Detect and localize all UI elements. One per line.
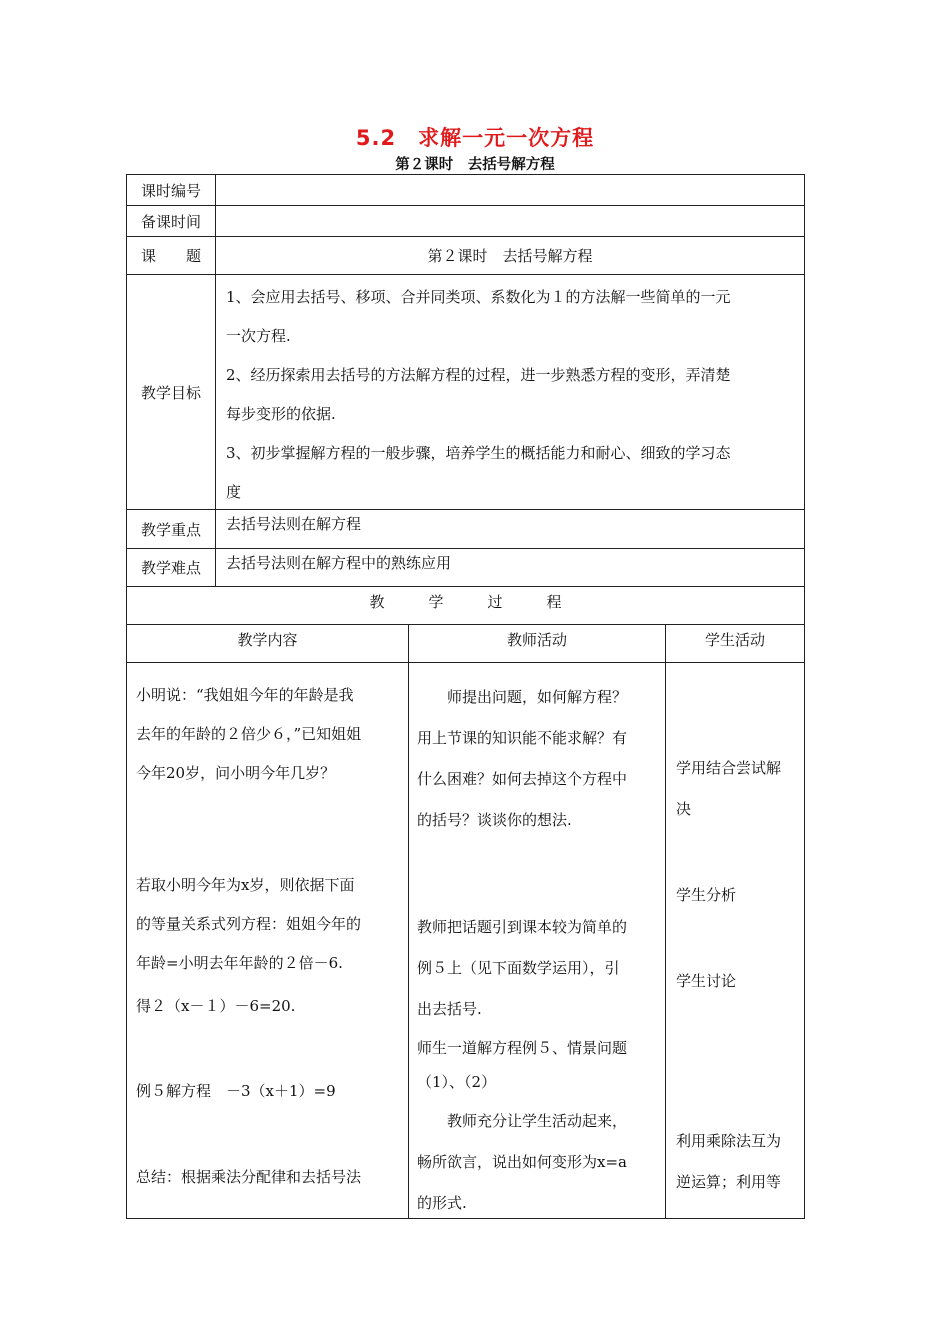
- column-header-teacher: 教师活动: [506, 630, 567, 649]
- teacher-line: 教师充分让学生活动起来，: [447, 1112, 628, 1130]
- prep-time-label: 备课时间: [140, 212, 201, 231]
- content-line: 小明说：“我姐姐今年的年龄是我: [136, 686, 354, 704]
- student-column-4: [676, 1121, 802, 1203]
- teacher-line: 的括号？谈谈你的想法.: [417, 811, 572, 829]
- topic-value: 第２课时 去括号解方程: [427, 247, 593, 265]
- objectives-label: 教学目标: [140, 383, 201, 402]
- teacher-column-4: [417, 1101, 663, 1224]
- content-line: 若取小明今年为x岁，则依据下面: [136, 876, 355, 894]
- teacher-column: [417, 677, 663, 841]
- student-column: [676, 748, 802, 830]
- teacher-column-2: [417, 907, 663, 1030]
- objective-line: 度: [226, 483, 242, 501]
- key-point-value: 去括号法则在解方程: [226, 515, 362, 533]
- column-header-content: 教学内容: [237, 630, 298, 649]
- student-line: 逆运算；利用等: [676, 1173, 782, 1191]
- lesson-number-label: 课时编号: [140, 181, 201, 200]
- teacher-line: 教师把话题引到课本较为简单的: [417, 918, 628, 936]
- topic-label: 课 题: [140, 247, 201, 265]
- page-subtitle: 第２课时 去括号解方程: [395, 157, 555, 173]
- content-line: 年龄=小明去年年龄的２倍－6.: [136, 954, 343, 972]
- teacher-line: 师生一道解方程例５、情景问题: [417, 1039, 628, 1057]
- difficulty-label: 教学难点: [140, 559, 201, 577]
- objective-line: 一次方程.: [226, 327, 291, 345]
- lesson-number-value: [216, 175, 804, 205]
- teacher-line: 的形式.: [417, 1194, 467, 1212]
- student-discussion: 学生讨论: [676, 972, 737, 990]
- teacher-line: 例５上（见下面数学运用），引: [417, 959, 620, 977]
- teacher-line: 用上节课的知识能不能求解？有: [417, 729, 628, 747]
- process-heading: 教学过程: [369, 592, 606, 611]
- content-line: 去年的年龄的２倍少６，”已知姐姐: [136, 725, 362, 743]
- teacher-line: 师提出问题，如何解方程？: [447, 688, 628, 706]
- content-example: 例５解方程 －3（x＋1）=9: [136, 1082, 336, 1100]
- prep-time-value: [216, 206, 804, 236]
- content-line: 今年20岁，问小明今年几岁？: [136, 764, 336, 782]
- content-column: [136, 676, 404, 793]
- teacher-line: 什么困难？如何去掉这个方程中: [417, 770, 628, 788]
- difficulty-value: 去括号法则在解方程中的熟练应用: [226, 554, 452, 572]
- objective-line: 2、经历探索用去括号的方法解方程的过程，进一步熟悉方程的变形，弄清楚: [226, 366, 731, 384]
- teacher-column-3: [417, 1031, 663, 1099]
- student-line: 学用结合尝试解: [676, 759, 782, 777]
- objectives-text: [216, 278, 804, 508]
- objective-line: 每步变形的依据.: [226, 405, 336, 423]
- teacher-line: 畅所欲言，说出如何变形为x=a: [417, 1153, 627, 1171]
- column-header-student: 学生活动: [704, 630, 765, 649]
- student-line: 决: [676, 800, 692, 818]
- objective-line: 1、会应用去括号、移项、合并同类项、系数化为１的方法解一些简单的一元: [226, 288, 731, 306]
- page-title: 5.2 求解一元一次方程: [355, 126, 595, 150]
- student-line: 利用乘除法互为: [676, 1132, 782, 1150]
- content-equation: 得２（x－１）－6=20.: [136, 997, 296, 1015]
- teacher-line: 出去括号.: [417, 1000, 482, 1018]
- content-summary: 总结：根据乘法分配律和去括号法: [136, 1168, 362, 1186]
- objective-line: 3、初步掌握解方程的一般步骤，培养学生的概括能力和耐心、细致的学习态: [226, 444, 731, 462]
- content-line: 的等量关系式列方程：姐姐今年的: [136, 915, 362, 933]
- teacher-line: （1）、（2）: [417, 1073, 497, 1091]
- key-point-label: 教学重点: [140, 520, 201, 539]
- content-column-2: [136, 866, 404, 983]
- student-analysis: 学生分析: [676, 886, 737, 904]
